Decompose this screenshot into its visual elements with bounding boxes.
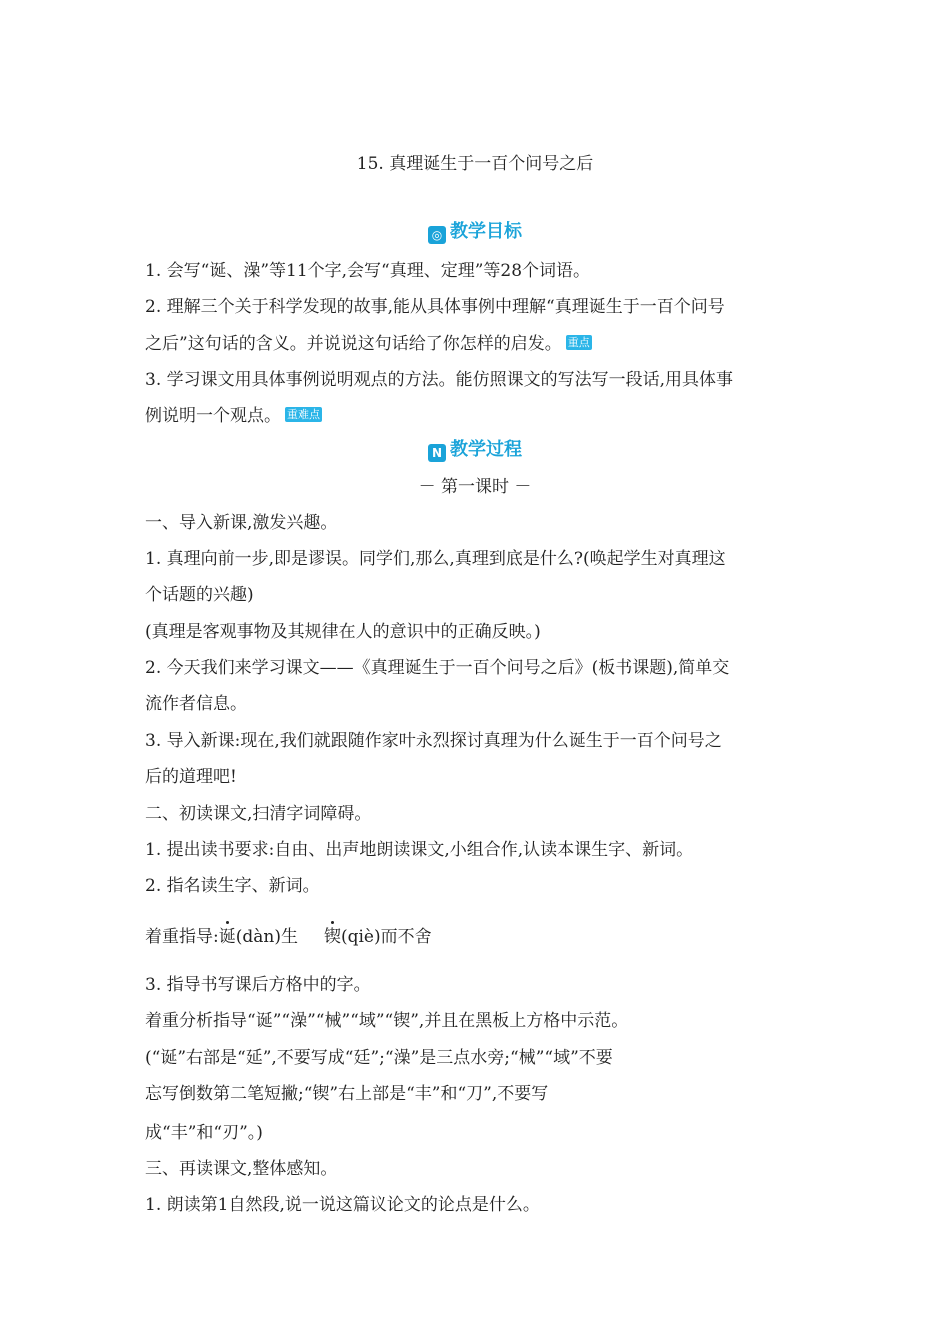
page-title: 15. 真理诞生于一百个问号之后 [356, 154, 594, 174]
goal-text: 例说明一个观点。 [145, 406, 281, 426]
guide-label: 着重指导: [145, 927, 219, 947]
body-line: 3. 指导书写课后方格中的字。 [145, 975, 371, 995]
body-line: 2. 今天我们来学习课文——《真理诞生于一百个问号之后》(板书课题),简单交 [145, 658, 730, 678]
body-line: 三、再读课文,整体感知。 [145, 1159, 338, 1179]
body-line: (“诞”右部是“延”,不要写成“廷”;“澡”是三点水旁;“械”“域”不要 [145, 1048, 613, 1068]
section-heading-goals [0, 221, 950, 244]
body-line: 后的道理吧! [145, 767, 237, 787]
char-qie: 锲 [323, 927, 341, 947]
body-line: 流作者信息。 [145, 694, 247, 714]
char-dan: 诞 [218, 927, 236, 947]
body-line: 1. 朗读第1自然段,说一说这篇议论文的论点是什么。 [145, 1195, 540, 1215]
body-line: 个话题的兴趣) [145, 585, 254, 605]
pinyin-dan: (dàn)生 [235, 927, 298, 947]
body-line: 成“丰”和“刃”。) [145, 1123, 263, 1143]
process-icon: N [428, 444, 446, 462]
pronunciation-guide [145, 926, 432, 948]
body-line: 一、导入新课,激发兴趣。 [145, 513, 338, 533]
key-difficult-badge: 重难点 [287, 408, 320, 421]
target-icon: ◎ [428, 226, 446, 244]
body-line: 3. 导入新课:现在,我们就跟随作家叶永烈探讨真理为什么诞生于一百个问号之 [145, 731, 722, 751]
body-line: 2. 指名读生字、新词。 [145, 876, 320, 896]
body-line: 着重分析指导“诞”“澡”“械”“域”“锲”,并且在黑板上方格中示范。 [145, 1011, 629, 1031]
section-heading-process [0, 439, 950, 462]
pinyin-qie: (qiè)而不舍 [340, 927, 432, 947]
section-heading-text: 教学目标 [450, 221, 522, 242]
body-line: 1. 真理向前一步,即是谬误。同学们,那么,真理到底是什么?(唤起学生对真理这 [145, 549, 726, 569]
body-line: 二、初读课文,扫清字词障碍。 [145, 804, 372, 824]
goal-line: 3. 学习课文用具体事例说明观点的方法。能仿照课文的写法写一段话,用具体事 [145, 370, 734, 390]
goal-line: 2. 理解三个关于科学发现的故事,能从具体事例中理解“真理诞生于一百个问号 [145, 297, 725, 317]
body-line: 忘写倒数第二笔短撇;“锲”右上部是“丰”和“刀”,不要写 [145, 1084, 549, 1104]
goal-line: 1. 会写“诞、澡”等11个字,会写“真理、定理”等28个词语。 [145, 261, 591, 281]
section-heading-text: 教学过程 [450, 439, 522, 460]
body-line: 1. 提出读书要求:自由、出声地朗读课文,小组合作,认读本课生字、新词。 [145, 840, 694, 860]
goal-line [145, 333, 592, 355]
goal-text: 之后”这句话的含义。并说说这句话给了你怎样的启发。 [145, 334, 562, 354]
key-point-badge: 重点 [567, 336, 590, 349]
body-line: (真理是客观事物及其规律在人的意识中的正确反映。) [145, 622, 541, 642]
goal-line [145, 405, 322, 427]
period-label: － 第一课时 － [418, 477, 532, 497]
